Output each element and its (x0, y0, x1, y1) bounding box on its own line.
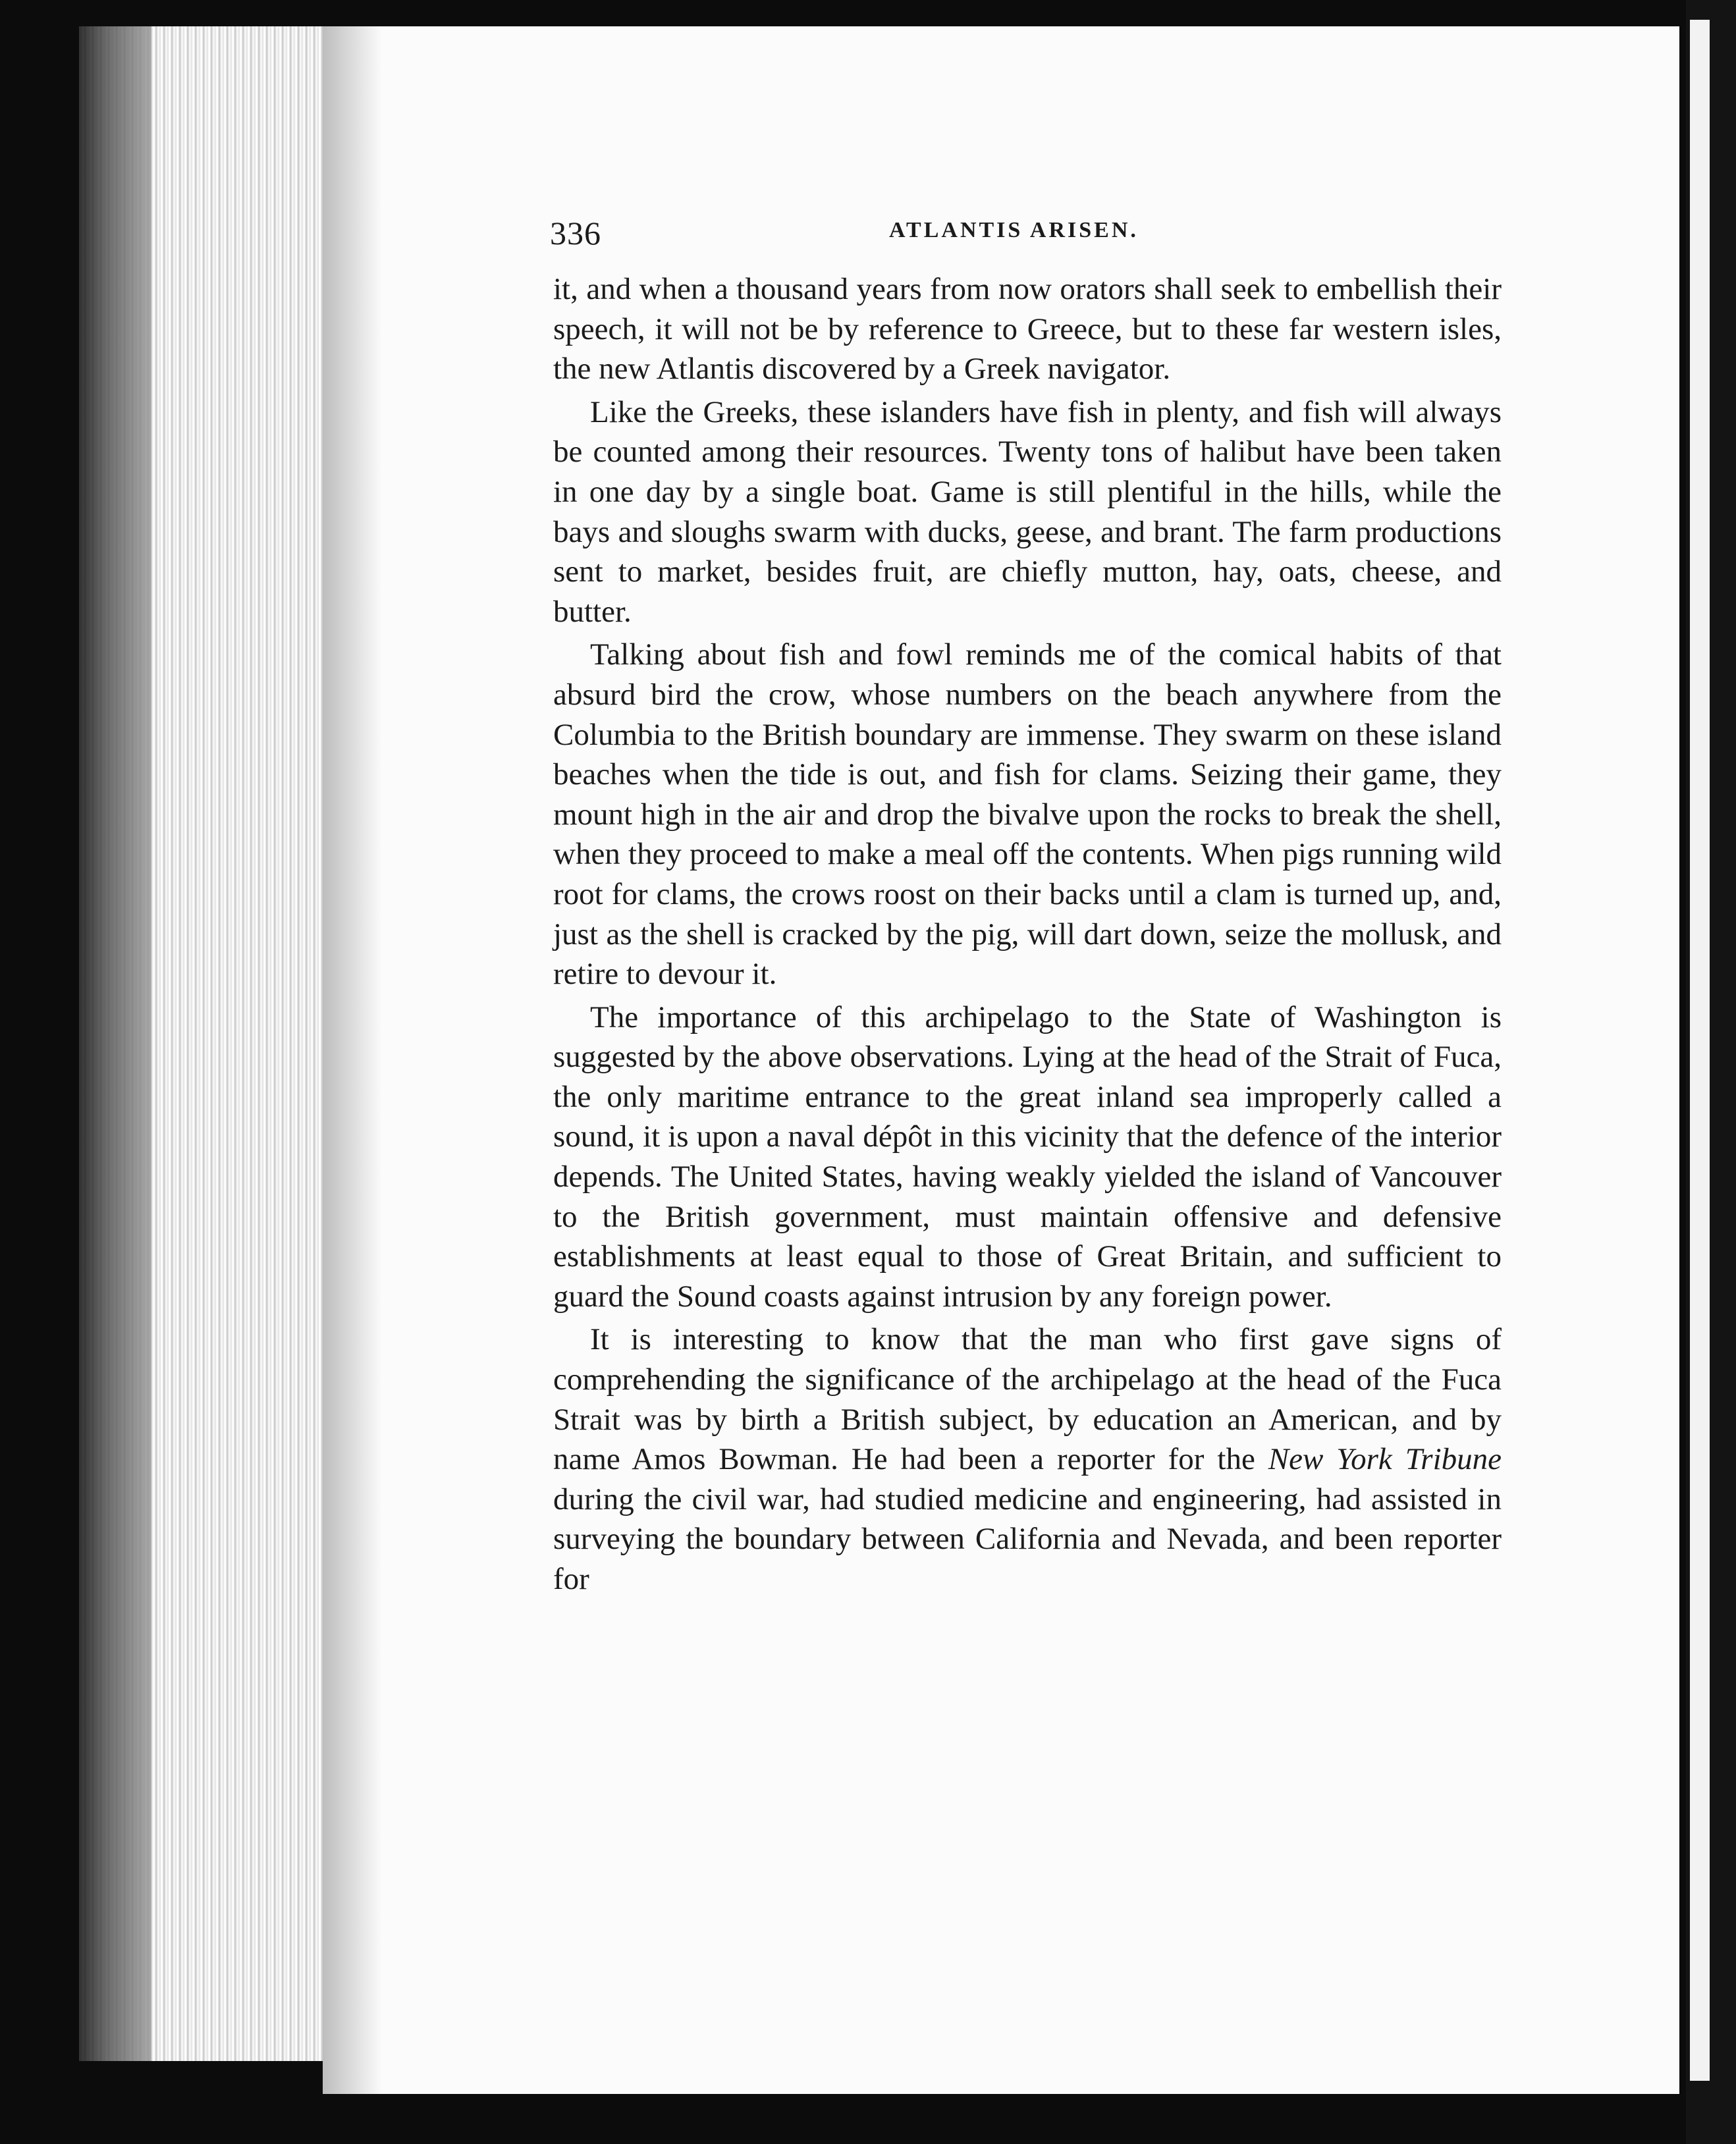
paragraph-5-text-before: It is interesting to know that the man who first gave signs of comprehending the significance of the archipelago at the head of the Fuca Strait was by birth a British subject, by education an American, and by name Amos Bowman. He had been a reporter for the (553, 1322, 1502, 1477)
paragraph-4: The importance of this archipelago to the State of Washington is suggested by the above observations. Lying at the head of the Strait of Fuca, the only maritime entrance to the great inland sea improperly called a sound, it is upon a naval dépôt in this vicinity that the defence of the interior depends. The United States, having weakly yielded the island of Vancouver to the British government, must maintain offensive and defensive establishments at least equal to those of Great Britain, and sufficient to guard the Sound coasts against intrusion by any foreign power. (553, 1000, 1502, 1314)
page-text (550, 214, 1502, 1599)
paragraph-3: Talking about fish and fowl reminds me of the comical habits of that absurd bird the crow, whose numbers on the beach anywhere from the Columbia to the British boundary are immense. They swarm on these island beaches when the tide is out, and fish for clams. Seizing their game, they mount high in the air and drop the bivalve upon the rocks to break the shell, when they proceed to make a meal off the contents. When pigs running wild root for clams, the crows roost on their backs until a clam is turned up, and, just as the shell is cracked by the pig, will dart down, seize the mollusk, and retire to devour it. (553, 637, 1502, 992)
gutter-shadow (323, 26, 382, 2094)
facing-page-edge (1686, 0, 1736, 2144)
book-page-edges (79, 26, 336, 2061)
paragraph-5 (553, 1320, 1502, 1599)
page-number: 336 (550, 215, 601, 252)
paragraph-1: it, and when a thousand years from now orators shall seek to embellish their speech, it will not be by reference to Greece, but to these far western isles, the new Atlantis discovered by a Greek navigator. (553, 272, 1502, 387)
running-head: ATLANTIS ARISEN. (889, 218, 1139, 242)
newspaper-title: New York Tribune (1268, 1442, 1502, 1477)
paragraph-5-text-after: during the civil war, had studied medicine and engineering, had assisted in surveying the boundary between California and Nevada, and been reporter for (553, 1482, 1502, 1596)
page-header (550, 214, 1502, 267)
paragraph-2: Like the Greeks, these islanders have fish in plenty, and fish will always be counted among their resources. Twenty tons of halibut have been taken in one day by a single boat. Game is still plentiful in the hills, while the bays and sloughs swarm with ducks, geese, and brant. The farm productions sent to market, besides fruit, are chiefly mutton, hay, oats, cheese, and butter. (553, 394, 1502, 629)
